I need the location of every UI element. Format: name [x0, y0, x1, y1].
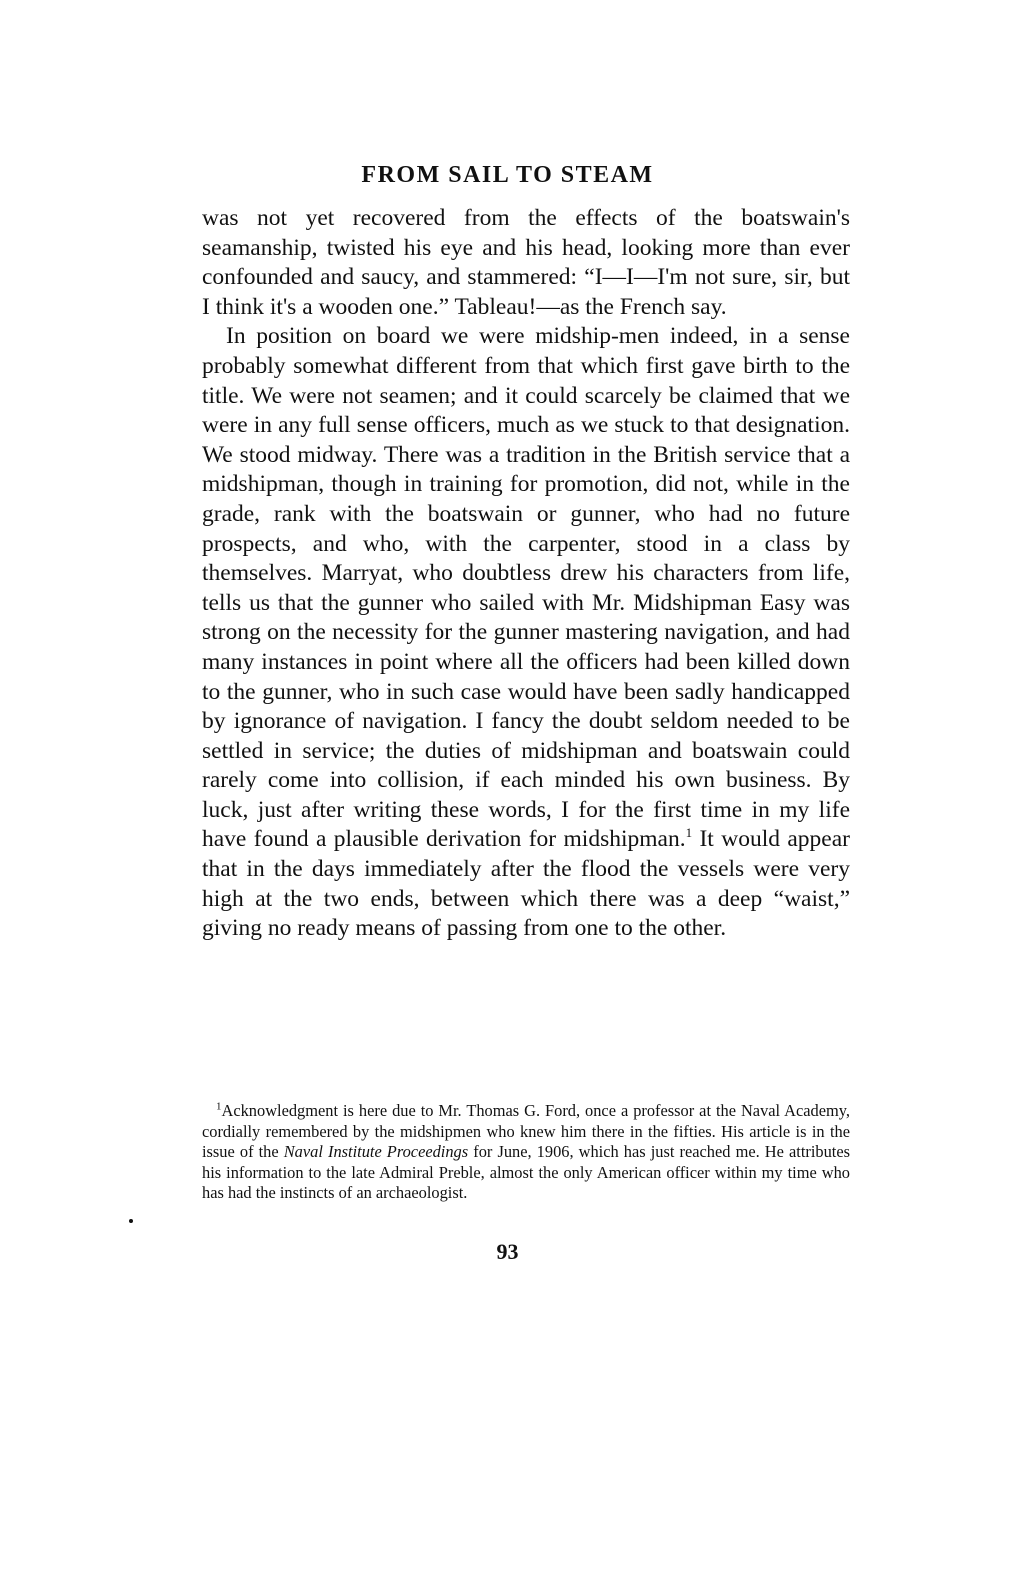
- paragraph-midshipmen: [202, 322, 850, 943]
- margin-mark: [129, 1219, 133, 1223]
- footnote-marker: 1: [216, 1100, 222, 1113]
- paragraph-continuation: was not yet recovered from the effects of the boatswain's seamanship, twisted his eye and his head, looking more than ever confounded and saucy, and stammered: “I—I—I'm not sure, sir, but I think it's a wooden one.” Tableau!—as the French say.: [202, 205, 850, 320]
- running-head: FROM SAIL TO STEAM: [361, 162, 654, 188]
- footnote: [202, 1101, 850, 1204]
- paragraph-midshipmen-text: In position on board we were midship-men indeed, in a sense probably somewhat different from that which first gave birth to the title. We were not seamen; and it could scarcely be claimed that we were in any full sense officers, much as we stuck to that designation. We stood midway. There was a tradition in the British service that a midshipman, though in training for promotion, did not, while in the grade, rank with the boatswain or gunner, who had no future prospects, and who, with the carpenter, stood in a class by themselves. Marryat, who doubtless drew his characters from life, tells us that the gunner who sailed with Mr. Midshipman Easy was strong on the necessity for the gunner mastering navigation, and had many instances in point where all the officers had been killed down to the gunner, who in such case would have been sadly handicapped by ignorance of navigation. I fancy the doubt seldom needed to be settled in service; the duties of midshipman and boatswain could rarely come into collision, if each minded his own business. By luck, just after writing these words, I for the first time in my life have found a plausible derivation for midshipman.: [202, 323, 850, 853]
- footnote-journal-title: Naval Institute Proceedings: [283, 1142, 469, 1162]
- paragraph-midshipmen-tail: It would appear that in the days immediately after the flood the vessels were very high at the two ends, between which there was a deep “waist,” giving no ready means of passing from one to the other.: [202, 826, 850, 942]
- body-text: [202, 204, 850, 944]
- footnote-text: [202, 1101, 850, 1204]
- page-number: 93: [496, 1239, 519, 1264]
- footnote-text-before: Acknowledgment is here due to Mr. Thomas G. Ford, once a professor at the Naval Academy, cordially remembered by the midshipmen who knew him there in the fifties. His article is in the issue of the: [202, 1101, 850, 1162]
- footnote-text-after: for June, 1906, which has just reached me. He attributes his information to the late Admiral Preble, almost the only American officer within my time who has had the instincts of an archaeologist.: [202, 1142, 850, 1203]
- footnote-reference[interactable]: 1: [685, 825, 693, 841]
